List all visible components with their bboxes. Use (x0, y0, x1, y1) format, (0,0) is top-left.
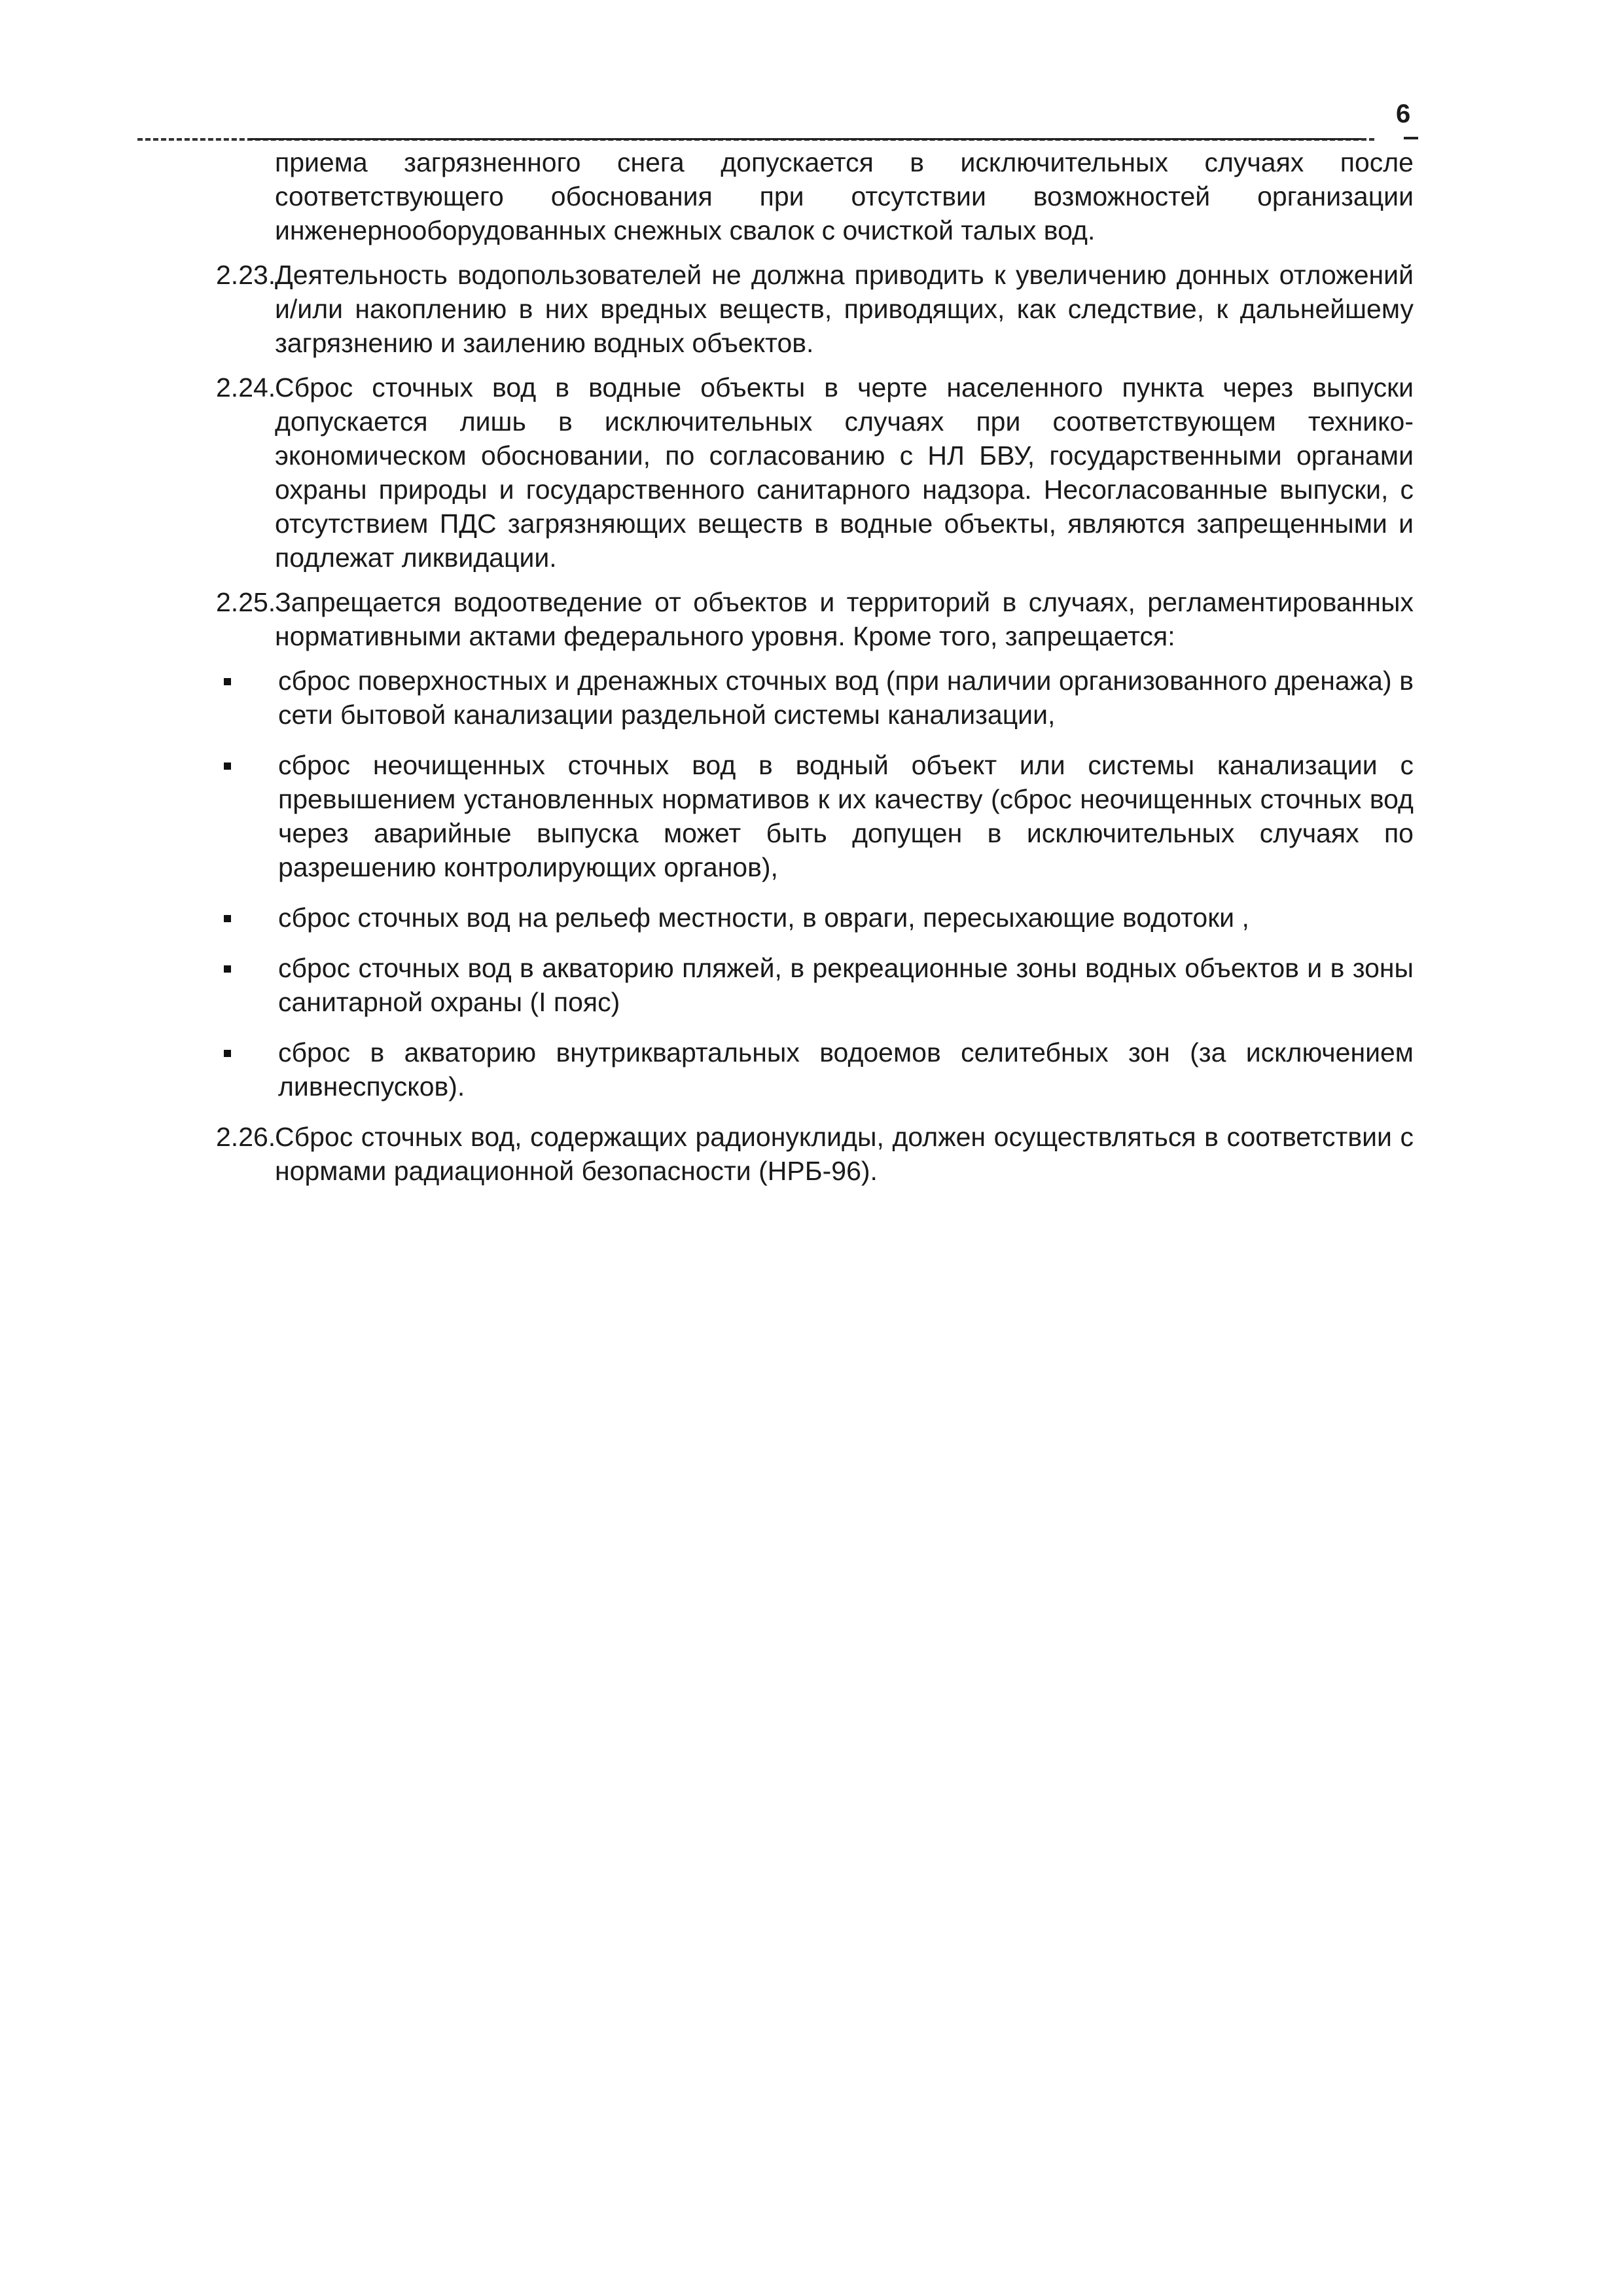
list-item-text: сброс в акваторию внутриквартальных водоемов селитебных зон (за исключением ливнеспусков). (278, 1037, 1414, 1102)
bullet-icon (224, 915, 231, 922)
list-item (216, 901, 1414, 935)
list-item-text: сброс сточных вод в акваторию пляжей, в рекреационные зоны водных объектов и в зоны санитарной охраны (I пояс) (278, 953, 1414, 1017)
section-2-25 (216, 585, 1414, 653)
section-number: 2.23. (216, 260, 276, 290)
section-text: Сброс сточных вод, содержащих радионуклиды, должен осуществляться в соответствии с нормами радиационной безопасности (НРБ-96). (275, 1122, 1414, 1186)
bullet-icon (224, 762, 231, 770)
corner-mark (1404, 137, 1418, 139)
section-2-23 (216, 258, 1414, 360)
page-number: 6 (1396, 99, 1411, 128)
section-text: Сброс сточных вод в водные объекты в черте населенного пункта через выпуски допускается лишь в исключительных случаях при соответствующем технико-экономическом обосновании, по согласованию с НЛ БВУ, государственными органами охраны природы и государственного санитарного надзора. Несогласованные выпуски, с отсутствием ПДС загрязняющих веществ в водные объекты, являются запрещенными и подлежат ликвидации. (275, 372, 1414, 573)
list-item (216, 748, 1414, 884)
section-number: 2.26. (216, 1122, 276, 1152)
list-item (216, 951, 1414, 1019)
list-item-text: сброс поверхностных и дренажных сточных вод (при наличии организованного дренажа) в сети бытовой канализации раздельной системы канализации, (278, 666, 1414, 730)
section-number: 2.24. (216, 372, 276, 403)
list-item-text: сброс сточных вод на рельеф местности, в овраги, пересыхающие водотоки , (278, 903, 1249, 933)
bullet-icon (224, 678, 231, 685)
section-text: Запрещается водоотведение от объектов и территорий в случаях, регламентированных нормативными актами федерального уровня. Кроме того, запрещается: (275, 587, 1414, 651)
document-body (216, 145, 1414, 1198)
section-2-24 (216, 370, 1414, 575)
continuation-paragraph (216, 145, 1414, 247)
section-text: Деятельность водопользователей не должна приводить к увеличению донных отложений и/или накоплению в них вредных веществ, приводящих, как следствие, к дальнейшему загрязнению и заилению водных объектов. (275, 260, 1414, 358)
bullet-icon (224, 965, 231, 973)
bullet-icon (224, 1050, 231, 1057)
header-rule (249, 138, 1361, 140)
list-item-text: сброс неочищенных сточных вод в водный объект или системы канализации с превышением установленных нормативов к их качеству (сброс неочищенных сточных вод через аварийные выпуска может быть допущен в исключительных случаях по разрешению контролирующих органов), (278, 750, 1414, 882)
section-2-26 (216, 1120, 1414, 1188)
list-item (216, 1035, 1414, 1103)
list-item (216, 664, 1414, 732)
section-number: 2.25. (216, 587, 276, 617)
continuation-text: приема загрязненного снега допускается в исключительных случаях после соответствующего обоснования при отсутствии возможностей организации инженернооборудованных снежных свалок с очисткой талых вод. (275, 147, 1414, 245)
